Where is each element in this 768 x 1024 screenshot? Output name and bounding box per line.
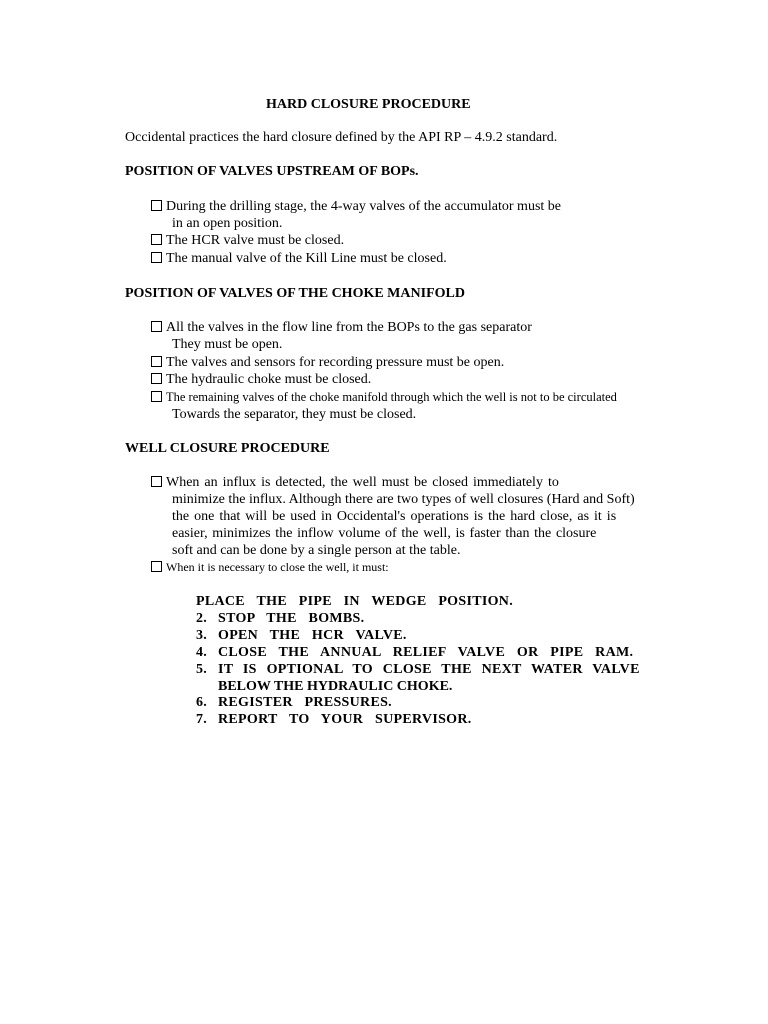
step-item-continuation: BELOW THE HYDRAULIC CHOKE.: [218, 679, 453, 694]
list-item-continuation: minimize the influx. Although there are two types of well closures (Hard and Soft): [172, 492, 635, 507]
list-item-continuation: the one that will be used in Occidental's operations is the hard close, as it is: [172, 509, 617, 524]
intro-paragraph: Occidental practices the hard closure defined by the API RP – 4.9.2 standard.: [125, 130, 558, 145]
step-item: 3. OPEN THE HCR VALVE.: [196, 628, 407, 643]
document-title: HARD CLOSURE PROCEDURE: [266, 97, 471, 112]
list-item: The remaining valves of the choke manifold through which the well is not to be circulated: [151, 389, 617, 406]
checkbox-bullet-icon: [151, 561, 162, 572]
list-item: When it is necessary to close the well, it must:: [151, 559, 389, 576]
checkbox-bullet-icon: [151, 476, 162, 487]
list-item-continuation: soft and can be done by a single person at the table.: [172, 543, 461, 558]
step-item: 4. CLOSE THE ANNUAL RELIEF VALVE OR PIPE RAM.: [196, 645, 634, 660]
step-item: 5. IT IS OPTIONAL TO CLOSE THE NEXT WATER VALVE: [196, 662, 640, 677]
list-item: The HCR valve must be closed.: [151, 232, 344, 249]
list-item: The valves and sensors for recording pressure must be open.: [151, 354, 504, 371]
checkbox-bullet-icon: [151, 252, 162, 263]
section-heading-well-closure: WELL CLOSURE PROCEDURE: [125, 441, 330, 456]
step-item: 2. STOP THE BOMBS.: [196, 611, 365, 626]
checkbox-bullet-icon: [151, 356, 162, 367]
checkbox-bullet-icon: [151, 321, 162, 332]
list-item-continuation: They must be open.: [172, 337, 283, 352]
checkbox-bullet-icon: [151, 391, 162, 402]
step-item: PLACE THE PIPE IN WEDGE POSITION.: [196, 594, 513, 609]
checkbox-bullet-icon: [151, 200, 162, 211]
section-heading-choke-manifold: POSITION OF VALVES OF THE CHOKE MANIFOLD: [125, 286, 465, 301]
step-item: 6. REGISTER PRESSURES.: [196, 695, 392, 710]
list-item: When an influx is detected, the well must be closed immediately to: [151, 474, 559, 491]
list-item: During the drilling stage, the 4-way valves of the accumulator must be: [151, 198, 561, 215]
list-item-continuation: easier, minimizes the inflow volume of the well, is faster than the closure: [172, 526, 597, 541]
list-item: The manual valve of the Kill Line must be closed.: [151, 250, 447, 267]
checkbox-bullet-icon: [151, 234, 162, 245]
list-item: All the valves in the flow line from the BOPs to the gas separator: [151, 319, 532, 336]
list-item: The hydraulic choke must be closed.: [151, 371, 371, 388]
step-item: 7. REPORT TO YOUR SUPERVISOR.: [196, 712, 472, 727]
section-heading-upstream-valves: POSITION OF VALVES UPSTREAM OF BOPs.: [125, 164, 419, 179]
list-item-continuation: Towards the separator, they must be closed.: [172, 407, 417, 422]
checkbox-bullet-icon: [151, 373, 162, 384]
list-item-continuation: in an open position.: [172, 216, 283, 231]
